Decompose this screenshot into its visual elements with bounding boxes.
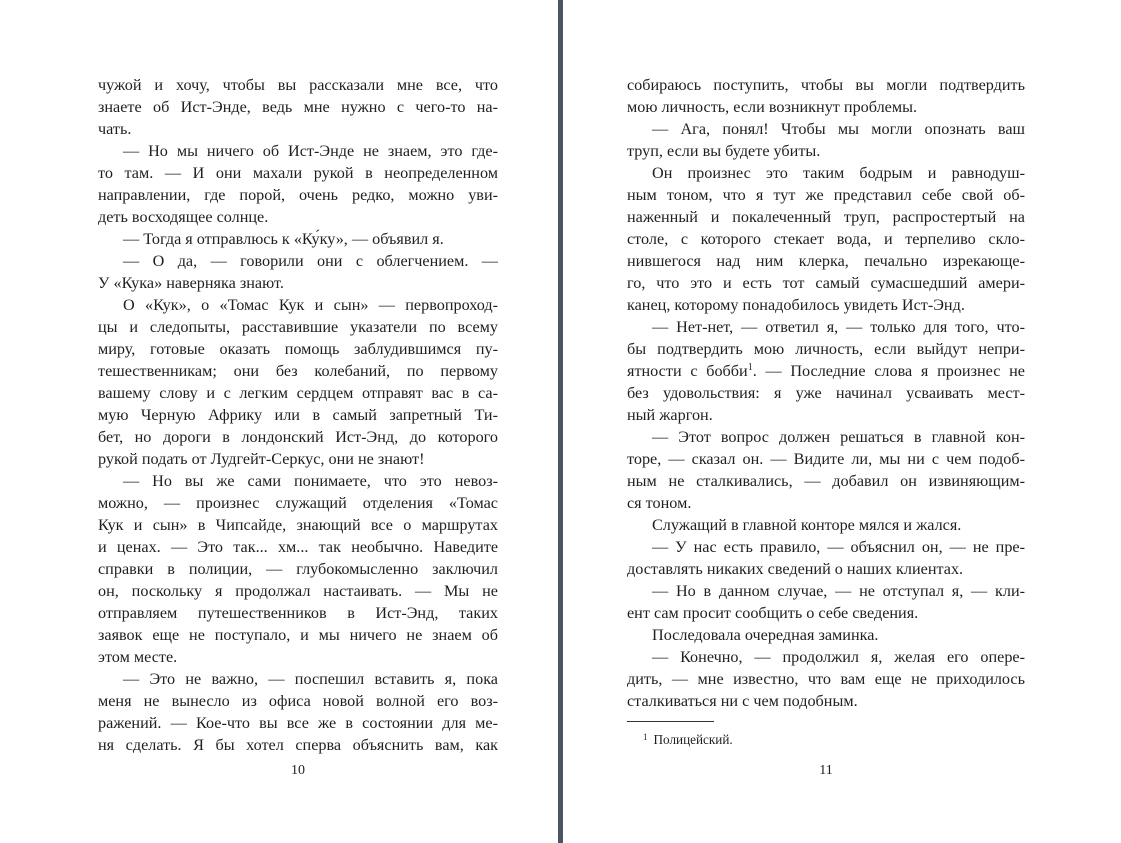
text-line: знаете об Ист-Энде, ведь мне нужно с чего-то на- — [98, 98, 498, 116]
footnote — [643, 732, 733, 748]
text-line: чужой и хочу, чтобы вы рассказали мне все, что — [98, 76, 498, 94]
text-line: нившегося над ним клерка, печально изрекающе- — [627, 252, 1025, 270]
text-line: заявок еще не поступало, и мы ничего не знаем об — [98, 626, 498, 644]
left-page-text — [98, 74, 498, 756]
text-line: чать. — [98, 120, 132, 138]
text-line: го, что это и есть тот самый сумасшедший амери- — [627, 274, 1025, 292]
text-line: — У нас есть правило, — объяснил он, — не пре- — [652, 538, 1025, 556]
text-line: меня не вынесло из офиса новой волной его воз- — [98, 692, 498, 710]
page-number: 10 — [291, 763, 305, 778]
text-line: Кук и сын» в Чипсайде, знающий все о маршрутах — [98, 516, 498, 534]
text-line: — Конечно, — продолжил я, желая его опере- — [652, 648, 1025, 666]
right-page-text — [627, 74, 1025, 712]
text-line: ент сам просит сообщить о себе сведения. — [627, 604, 919, 622]
text-line: тешественникам; они без колебаний, по первому — [98, 362, 498, 380]
right-page — [563, 0, 1121, 843]
text-line: то там. — И они махали рукой в неопределенном — [98, 164, 498, 182]
text-line: — Нет-нет, — ответил я, — только для того, что- — [652, 318, 1025, 336]
text-line: цы и следопыты, расставившие указатели по всему — [98, 318, 498, 336]
text-line: — Но вы же сами понимаете, что это невоз- — [123, 472, 498, 490]
text-line: ный жаргон. — [627, 406, 713, 424]
text-fragment: . — Последние слова я произнес не — [752, 362, 1025, 380]
text-line: собираюсь поступить, чтобы вы могли подтвердить — [627, 76, 1025, 94]
text-line: столе, с которого стекает вода, и терпеливо скло- — [627, 230, 1025, 248]
left-page — [0, 0, 558, 843]
text-line: рукой подать от Лудгейт-Серкус, они не знают! — [98, 450, 425, 468]
text-line: торе, — сказал он. — Видите ли, мы ни с чем подоб- — [627, 450, 1025, 468]
text-line-with-footnote — [627, 360, 1025, 382]
text-line: — Но в данном случае, — не отступал я, — кли- — [652, 582, 1025, 600]
text-line: ным не сталкивались, — добавил он извиняющим- — [627, 472, 1025, 490]
text-line: деть восходящее солнце. — [98, 208, 269, 226]
text-line: бы подтвердить мою личность, если выйдут непри- — [627, 340, 1025, 358]
text-line: ня сделать. Я бы хотел сперва объяснить вам, как — [98, 736, 498, 754]
text-line: Он произнес это таким бодрым и равнодуш- — [652, 164, 1025, 182]
text-line: направлении, где порой, очень редко, можно уви- — [98, 186, 498, 204]
text-line: и ценах. — Это так... хм... так необычно. Наведите — [98, 538, 498, 556]
text-line: мою личность, если возникнут проблемы. — [627, 98, 918, 116]
text-line: наженный и покалеченный труп, распростертый на — [627, 208, 1025, 226]
text-line: ражений. — Кое-что вы все же в состоянии для ме- — [98, 714, 498, 732]
text-line: миру, готовые оказать помощь заблудившимся пу- — [98, 340, 498, 358]
text-line: ся тоном. — [627, 494, 692, 512]
footnote-marker: 1 — [643, 732, 648, 742]
text-line: труп, если вы будете убиты. — [627, 142, 821, 160]
text-line: — Этот вопрос должен решаться в главной кон- — [652, 428, 1025, 446]
text-line: бет, но дороги в лондонский Ист-Энд, до которого — [98, 428, 498, 446]
text-line: справки в полиции, — глубокомысленно заключил — [98, 560, 498, 578]
text-line: сталкиваться ни с чем подобным. — [627, 692, 858, 710]
text-line: ным тоном, что я тут же представил себе свой об- — [627, 186, 1025, 204]
text-line: О «Кук», о «Томас Кук и сын» — первопроход- — [123, 296, 498, 314]
text-line: вашему слову и с легким сердцем отправят вас в са- — [98, 384, 498, 402]
text-line: он, поскольку я продолжал настаивать. — Мы не — [98, 582, 498, 600]
text-line: мую Черную Африку или в самый запретный Ти- — [98, 406, 498, 424]
text-line: Служащий в главной конторе мялся и жался. — [652, 516, 962, 534]
text-line: можно, — произнес служащий отделения «Томас — [98, 494, 498, 512]
text-line: Последовала очередная заминка. — [652, 626, 879, 644]
footnote-text: Полицейский. — [653, 732, 733, 747]
text-line: — О да, — говорили они с облегчением. — — [123, 252, 498, 270]
text-line: дить, — мне известно, что вам еще не приходилось — [627, 670, 1025, 688]
footnote-divider — [627, 721, 714, 722]
text-line: канец, которому понадобилось увидеть Ист-Энд. — [627, 296, 965, 314]
text-line: — Ага, понял! Чтобы мы могли опознать ваш — [652, 120, 1025, 138]
text-line: — Но мы ничего об Ист-Энде не знаем, это где- — [123, 142, 498, 160]
text-line: без удовольствия: я уже начинал усваивать мест- — [627, 384, 1025, 402]
text-line: этом месте. — [98, 648, 178, 666]
text-line: отправляем путешественников в Ист-Энд, таких — [98, 604, 498, 622]
text-fragment: ятности с бобби — [627, 362, 748, 380]
text-line: У «Кука» наверняка знают. — [98, 274, 284, 292]
text-line: — Это не важно, — поспешил вставить я, пока — [123, 670, 498, 688]
page-number: 11 — [819, 763, 833, 778]
footnote-reference: 1 — [747, 362, 753, 373]
text-line: доставлять никаких сведений о наших клиентах. — [627, 560, 964, 578]
text-line: — Тогда я отправлюсь к «Ку́ку», — объявил я. — [123, 230, 444, 248]
